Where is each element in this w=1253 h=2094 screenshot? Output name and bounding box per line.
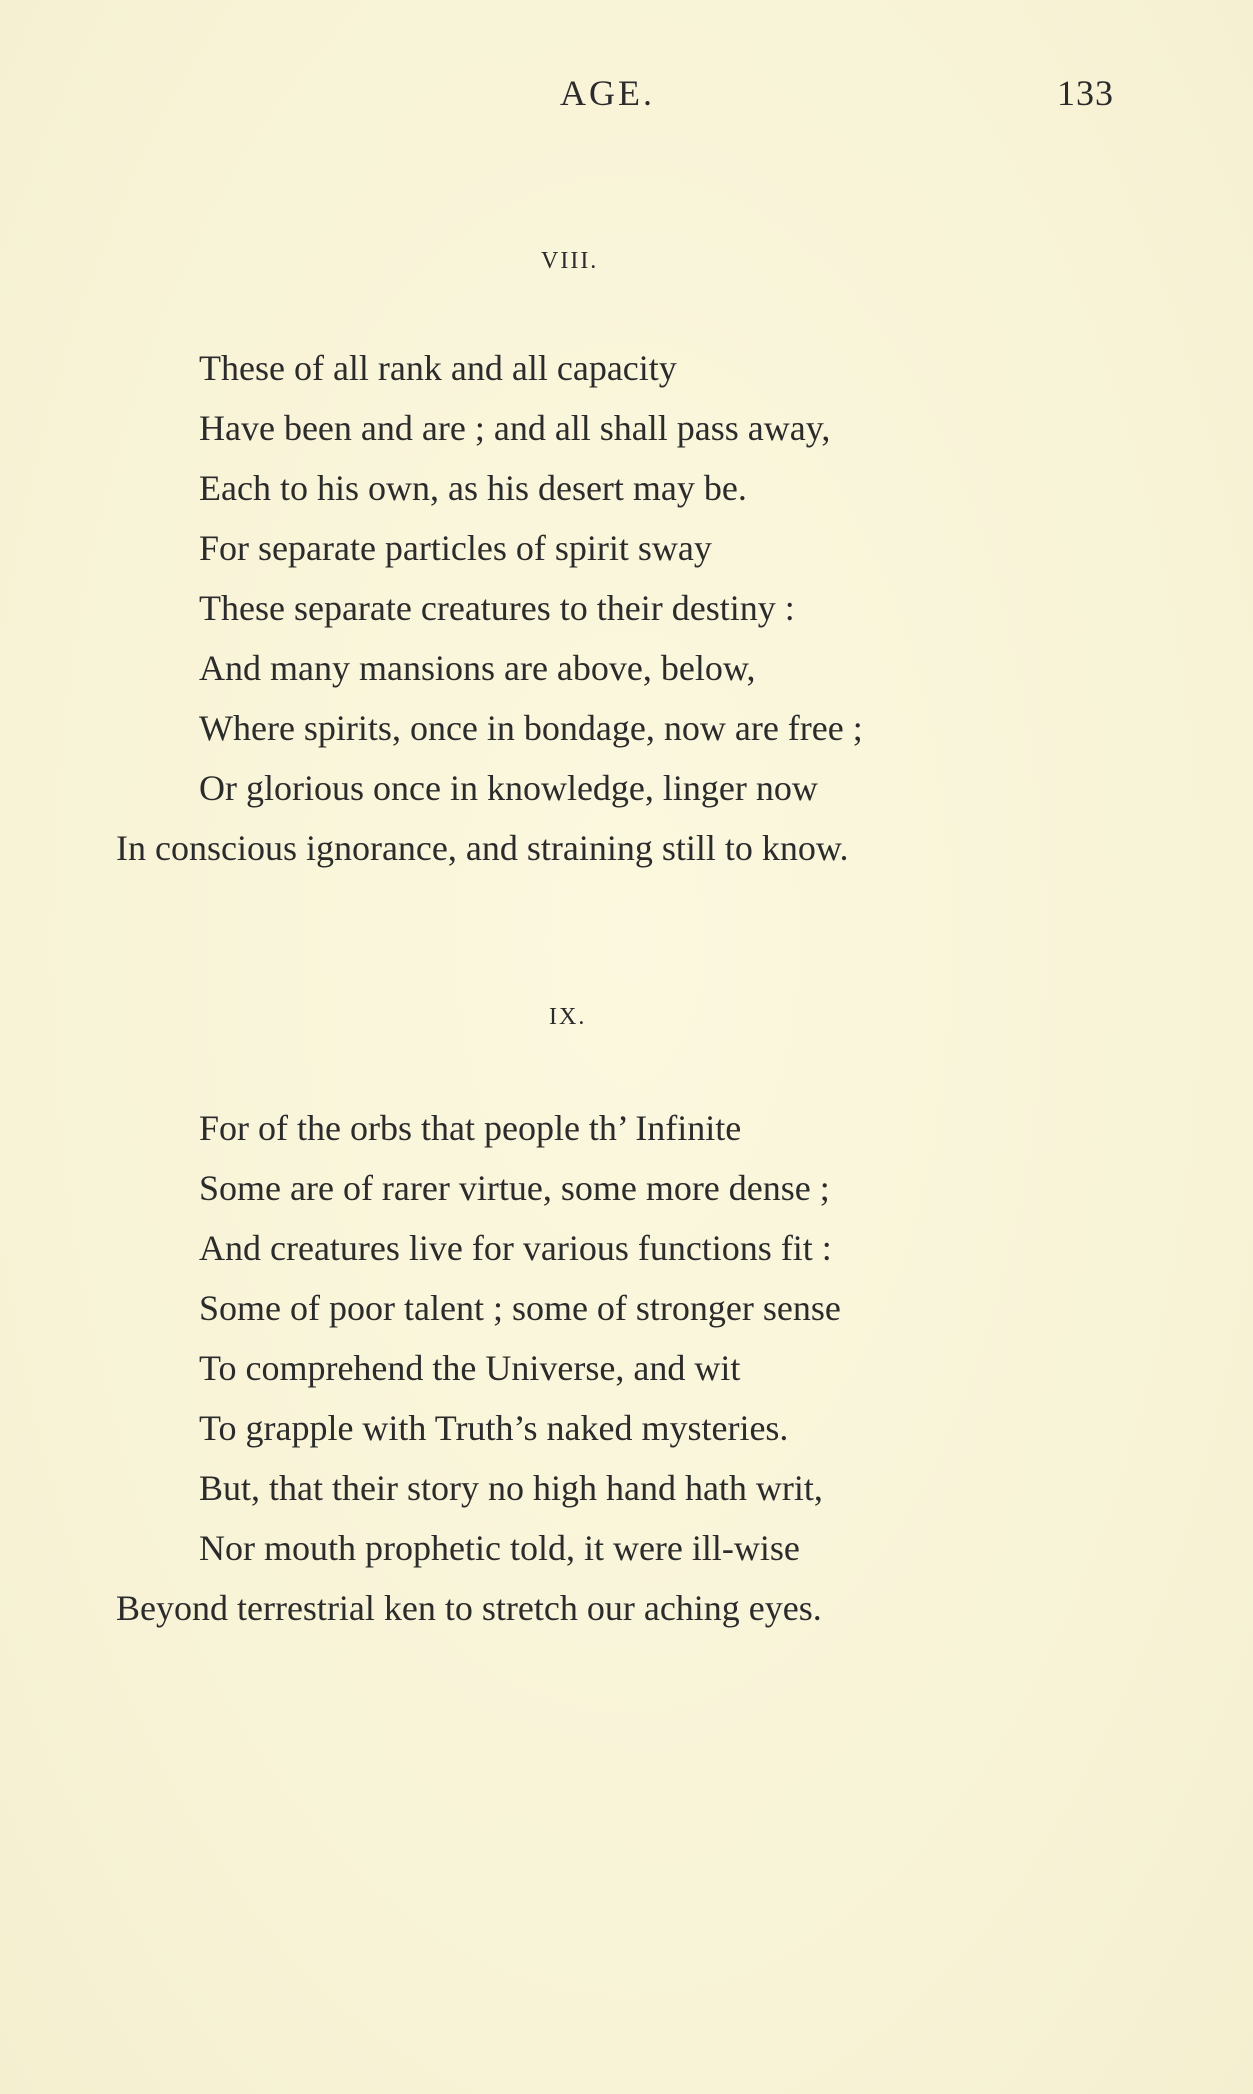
verse-line: To grapple with Truth’s naked mysteries. [199, 1408, 789, 1448]
running-title: AGE. [560, 73, 655, 113]
verse-line: Or glorious once in knowledge, linger now [199, 768, 818, 808]
verse-line: Some of poor talent ; some of stronger sense [199, 1288, 841, 1328]
page-number: 133 [1057, 73, 1114, 113]
verse-line: But, that their story no high hand hath writ, [199, 1468, 823, 1508]
stanza-numeral: IX. [549, 1004, 587, 1030]
verse-line: These separate creatures to their destiny : [199, 588, 795, 628]
verse-line: Some are of rarer virtue, some more dense ; [199, 1168, 830, 1208]
verse-line: In conscious ignorance, and straining still to know. [116, 828, 849, 868]
stanza-numeral: VIII. [541, 248, 599, 274]
verse-line: These of all rank and all capacity [199, 348, 677, 388]
verse-line: And many mansions are above, below, [199, 648, 756, 688]
verse-line: Nor mouth prophetic told, it were ill-wise [199, 1528, 800, 1568]
verse-line: Where spirits, once in bondage, now are free ; [199, 708, 863, 748]
verse-line: For of the orbs that people th’ Infinite [199, 1108, 742, 1148]
verse-line: Each to his own, as his desert may be. [199, 468, 747, 508]
verse-line: Beyond terrestrial ken to stretch our aching eyes. [116, 1588, 822, 1628]
verse-line: For separate particles of spirit sway [199, 528, 712, 568]
verse-line: And creatures live for various functions fit : [199, 1228, 832, 1268]
verse-line: Have been and are ; and all shall pass away, [199, 408, 831, 448]
verse-line: To comprehend the Universe, and wit [199, 1348, 741, 1388]
